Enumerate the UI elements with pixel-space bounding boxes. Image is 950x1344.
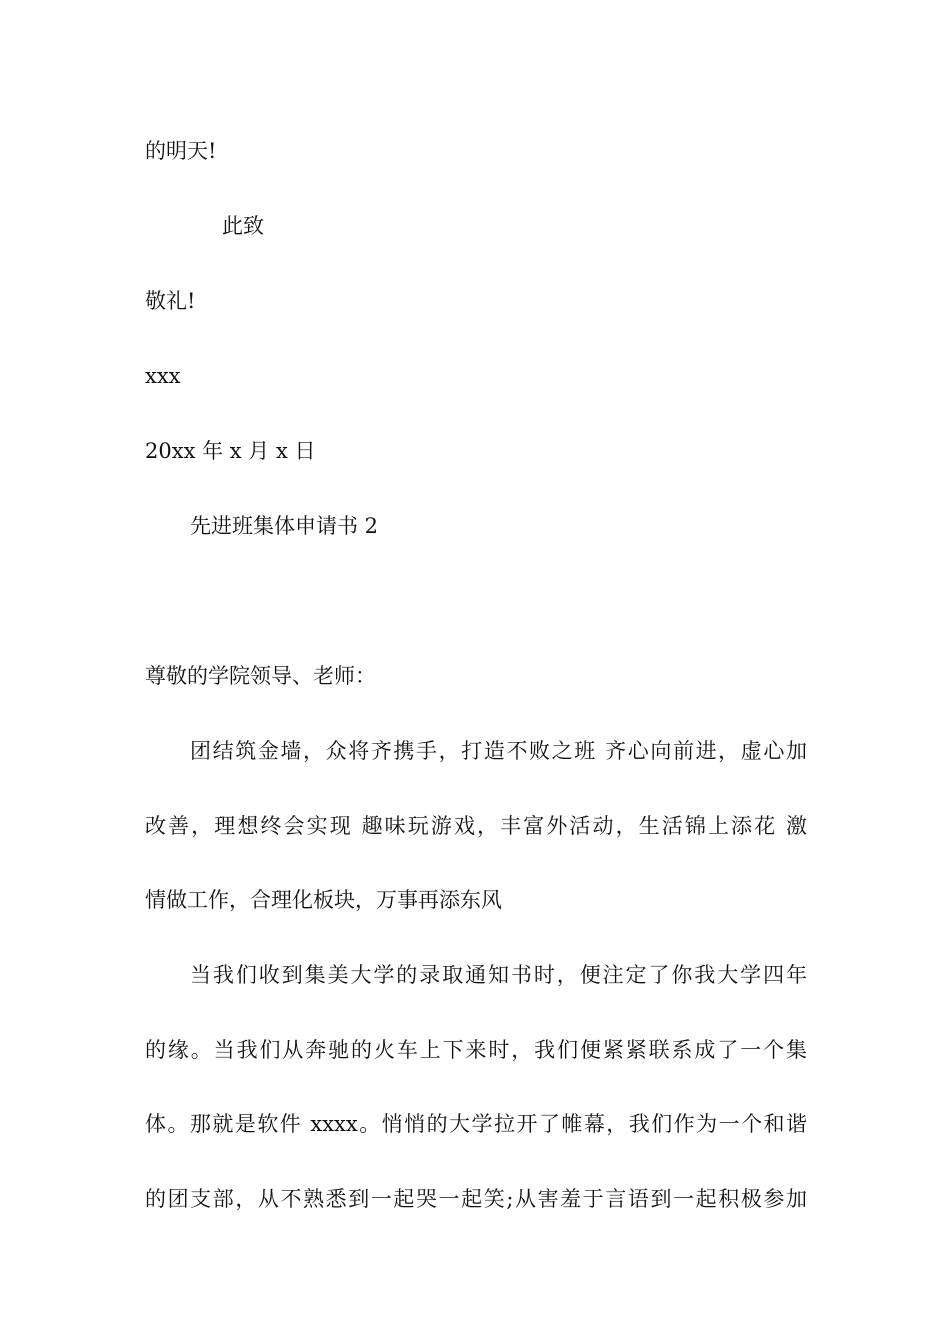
- paragraph-line: 改善，理想终会实现 趣味玩游戏，丰富外活动，生活锦上添花 激: [145, 814, 807, 838]
- paragraph-line: 体。那就是软件 xxxx。悄悄的大学拉开了帷幕，我们作为一个和谐: [145, 1112, 807, 1136]
- closing-salutation: 此致: [222, 214, 264, 238]
- paragraph-line: 的缘。当我们从奔驰的火车上下来时，我们便紧紧联系成了一个集: [145, 1038, 807, 1062]
- closing-regards: 敬礼!: [145, 289, 196, 313]
- text-line: 的明天!: [145, 139, 217, 163]
- paragraph-line: 的团支部，从不熟悉到一起哭一起笑;从害羞于言语到一起积极参加: [145, 1187, 807, 1211]
- greeting: 尊敬的学院领导、老师：: [145, 664, 376, 688]
- paragraph-line: 情做工作，合理化板块，万事再添东风: [145, 888, 502, 912]
- section-title: 先进班集体申请书 2: [190, 514, 379, 538]
- paragraph-line: 当我们收到集美大学的录取通知书时，便注定了你我大学四年: [190, 963, 807, 987]
- paragraph-line: 团结筑金墙，众将齐携手，打造不败之班 齐心向前进，虚心加: [190, 739, 807, 763]
- signature-date: 20xx 年 x 月 x 日: [145, 439, 316, 463]
- signature-name: xxx: [145, 364, 181, 388]
